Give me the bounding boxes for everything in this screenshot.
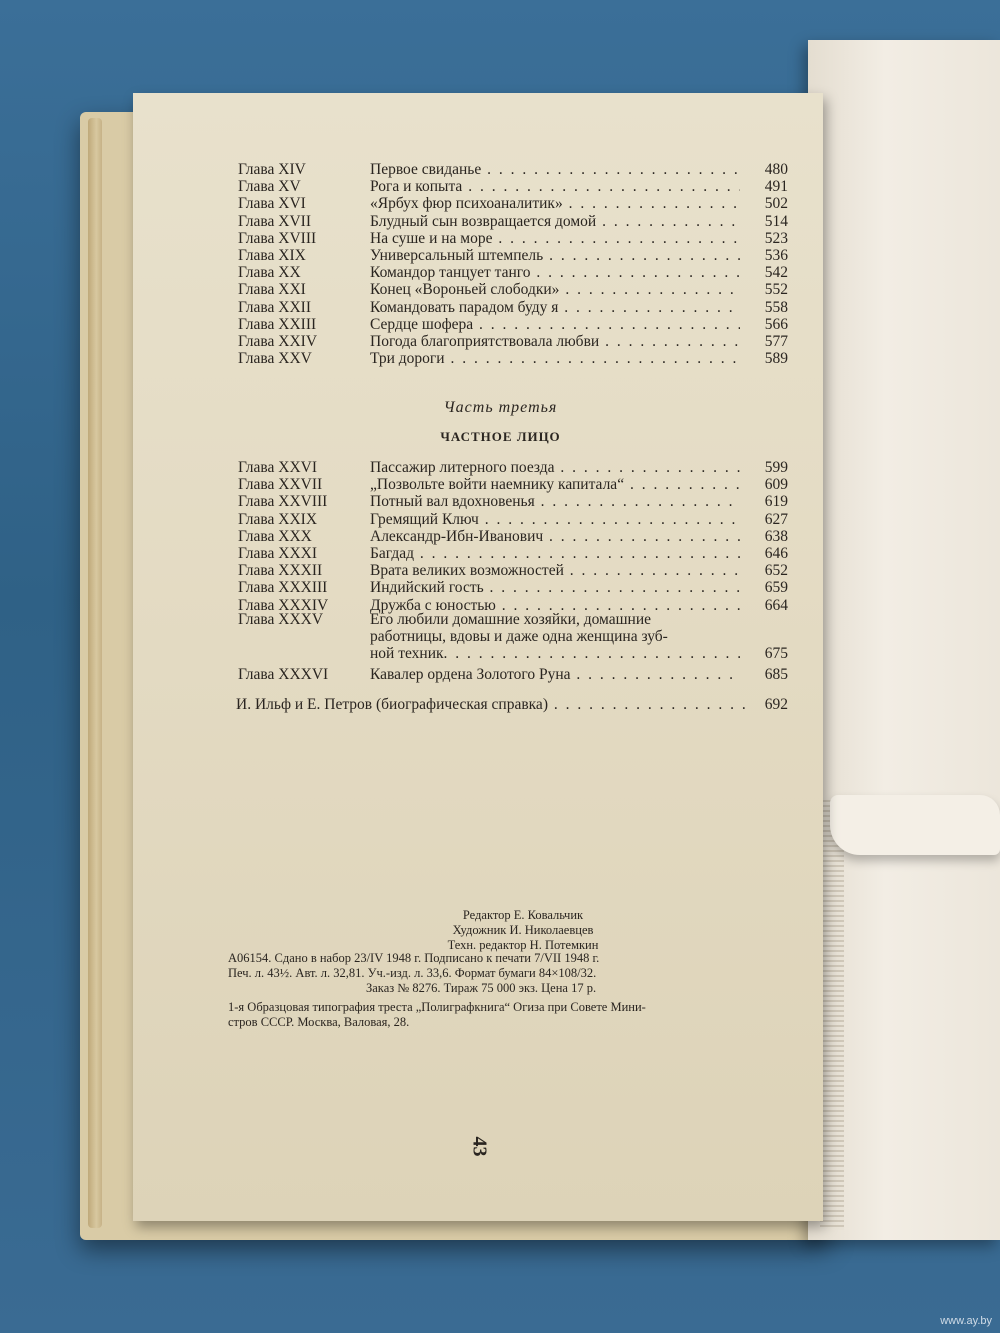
chapter-title: Багдад . . .: [370, 545, 740, 562]
page-number: 542: [764, 264, 788, 282]
toc-row: [238, 299, 788, 316]
chapter-title: Кавалер ордена Золотого Руна . . .: [370, 666, 740, 683]
chapter-number: Глава XXXII: [238, 562, 323, 580]
page-number: 523: [764, 229, 788, 247]
toc-row: [238, 264, 788, 281]
imprint: [228, 951, 788, 1030]
chapter-title: Сердце шофера . . .: [370, 316, 740, 333]
toc-row: [238, 350, 788, 367]
page-number: 480: [764, 161, 788, 178]
bio-title: И. Ильф и Е. Петров (биографическая справка) . . .: [236, 696, 748, 714]
credit-editor: Редактор Е. Ковальчик: [462, 908, 584, 922]
chapter-title: Командовать парадом буду я . . .: [370, 299, 740, 316]
page-number: 536: [764, 247, 788, 264]
chapter-number: Глава XXXIII: [238, 579, 328, 597]
chapter-number: Глава XXVI: [238, 459, 318, 476]
chapter-title: Пассажир литерного поезда . . .: [370, 459, 740, 476]
imprint-line: Печ. л. 43½. Авт. л. 32,81. Уч.-изд. л. 33,6. Формат бумаги 84×108/32.: [228, 966, 597, 980]
chapter-number: Глава XXXI: [238, 545, 318, 562]
chapter-number: Глава XVIII: [238, 229, 317, 247]
page-number: 514: [764, 212, 788, 230]
page-number: 692: [764, 696, 788, 713]
chapter-number: Глава XXX: [238, 527, 312, 545]
book-page: [133, 93, 823, 1221]
chapter-title: Универсальный штемпель . . .: [370, 247, 740, 264]
chapter-number: Глава XIV: [238, 161, 306, 178]
page-number: 652: [764, 562, 788, 580]
chapter-title: [370, 611, 740, 645]
page-number: 609: [764, 476, 788, 494]
chapter-number: Глава XVII: [238, 212, 311, 230]
page-number: 627: [764, 510, 788, 528]
imprint-line: стров СССР. Москва, Валовая, 28.: [228, 1015, 410, 1029]
chapter-title: Индийский гость . . .: [370, 579, 740, 596]
page-number: 659: [764, 579, 788, 597]
chapter-title: Рога и копыта . . .: [370, 178, 740, 195]
chapter-title: Дружба с юностью . . .: [370, 597, 740, 614]
toc-row: [238, 195, 788, 212]
toc-row: [238, 316, 788, 333]
page-number: 685: [764, 666, 788, 683]
toc-row: [238, 493, 788, 510]
toc-row: [238, 528, 788, 545]
chapter-title: Врата великих возможностей . . .: [370, 562, 740, 579]
chapter-title-line: Его любили домашние хозяйки, домашние: [370, 611, 652, 628]
chapter-title: Гремящий Ключ . . .: [370, 511, 740, 528]
chapter-number: Глава XXIX: [238, 510, 318, 528]
chapter-number: Глава XXXVI: [238, 666, 329, 683]
chapter-title: Первое свиданье . . .: [370, 161, 740, 178]
chapter-title: Потный вал вдохновенья . . .: [370, 493, 740, 510]
imprint-line: Заказ № 8276. Тираж 75 000 экз. Цена 17 р.: [366, 981, 597, 995]
chapter-title: Три дороги . . .: [370, 350, 740, 367]
toc-row: [238, 178, 788, 195]
toc-row: [238, 545, 788, 562]
chapter-number: Глава XXXV: [238, 611, 324, 628]
chapter-title: «Ярбух фюр психоаналитик» . . .: [370, 195, 740, 212]
signature-mark: 43: [468, 1136, 491, 1157]
toc-row: [238, 476, 788, 493]
toc-row: [238, 161, 788, 178]
toc-row: [238, 579, 788, 596]
chapter-title: Блудный сын возвращается домой . . .: [370, 213, 740, 230]
bio-entry: [236, 696, 788, 714]
page-number: 675: [764, 645, 788, 662]
imprint-line: А06154. Сдано в набор 23/IV 1948 г. Подписано к печати 7/VII 1948 г.: [228, 951, 600, 965]
book-spine-binding: [820, 800, 844, 1230]
toc-row: [238, 213, 788, 230]
chapter-title: „Позвольте войти наемнику капитала“ . . .: [370, 476, 740, 493]
page-number: 491: [764, 178, 788, 196]
page-number: 646: [764, 545, 788, 562]
book-page-edges: [88, 118, 102, 1228]
part-subtitle: ЧАСТНОЕ ЛИЦО: [440, 429, 561, 444]
part-title: Часть третья: [443, 399, 558, 416]
chapter-number: Глава XX: [238, 264, 301, 282]
page-number: 589: [764, 350, 788, 368]
page-number: 502: [764, 195, 788, 213]
chapter-number: Глава XXIII: [238, 315, 317, 333]
chapter-number: Глава XXII: [238, 298, 311, 316]
chapter-title: Командор танцует танго . . .: [370, 264, 740, 281]
chapter-number: Глава XXIV: [238, 333, 318, 350]
chapter-number: Глава XXVIII: [238, 493, 328, 511]
page-number: 638: [764, 527, 788, 545]
chapter-title: Погода благоприятствовала любви . . .: [370, 333, 740, 350]
chapter-title-line: ной техник . . .: [370, 645, 740, 662]
toc-row: [238, 281, 788, 298]
torn-paper: [830, 795, 1000, 855]
chapter-title: Александр-Ибн-Иванович . . .: [370, 528, 740, 545]
chapter-number: Глава XV: [238, 178, 301, 196]
chapter-number: Глава XXV: [238, 350, 312, 368]
toc-row: [238, 562, 788, 579]
chapter-title: Конец «Вороньей слободки» . . .: [370, 281, 740, 298]
page-number: 664: [764, 596, 788, 614]
toc-row: [238, 459, 788, 476]
page-number: 558: [764, 298, 788, 316]
chapter-number: Глава XXXIV: [238, 596, 329, 614]
toc-row: [238, 511, 788, 528]
chapter-number: Глава XVI: [238, 195, 306, 213]
credit-tech-editor: Техн. редактор Н. Потемкин: [447, 938, 599, 952]
page-number: 577: [764, 333, 788, 350]
credit-artist: Художник И. Николаевцев: [452, 923, 594, 937]
chapter-number: Глава XXI: [238, 281, 306, 299]
imprint-line: 1-я Образцовая типография треста „Полиграфкнига“ Огиза при Совете Мини-: [228, 1000, 646, 1014]
toc-row: [238, 247, 788, 264]
toc-row: [238, 230, 788, 247]
page-number: 619: [764, 493, 788, 511]
chapter-number: Глава XIX: [238, 247, 306, 264]
chapter-number: Глава XXVII: [238, 476, 323, 494]
chapter-title: На суше и на море . . .: [370, 230, 740, 247]
toc-row: [238, 333, 788, 350]
watermark: www.ay.by: [940, 1315, 992, 1327]
page-number: 599: [764, 459, 788, 476]
page-number: 566: [764, 315, 788, 333]
chapter-title-line: работницы, вдовы и даже одна женщина зуб-: [370, 628, 668, 645]
page-number: 552: [764, 281, 788, 299]
credits: [133, 908, 823, 953]
